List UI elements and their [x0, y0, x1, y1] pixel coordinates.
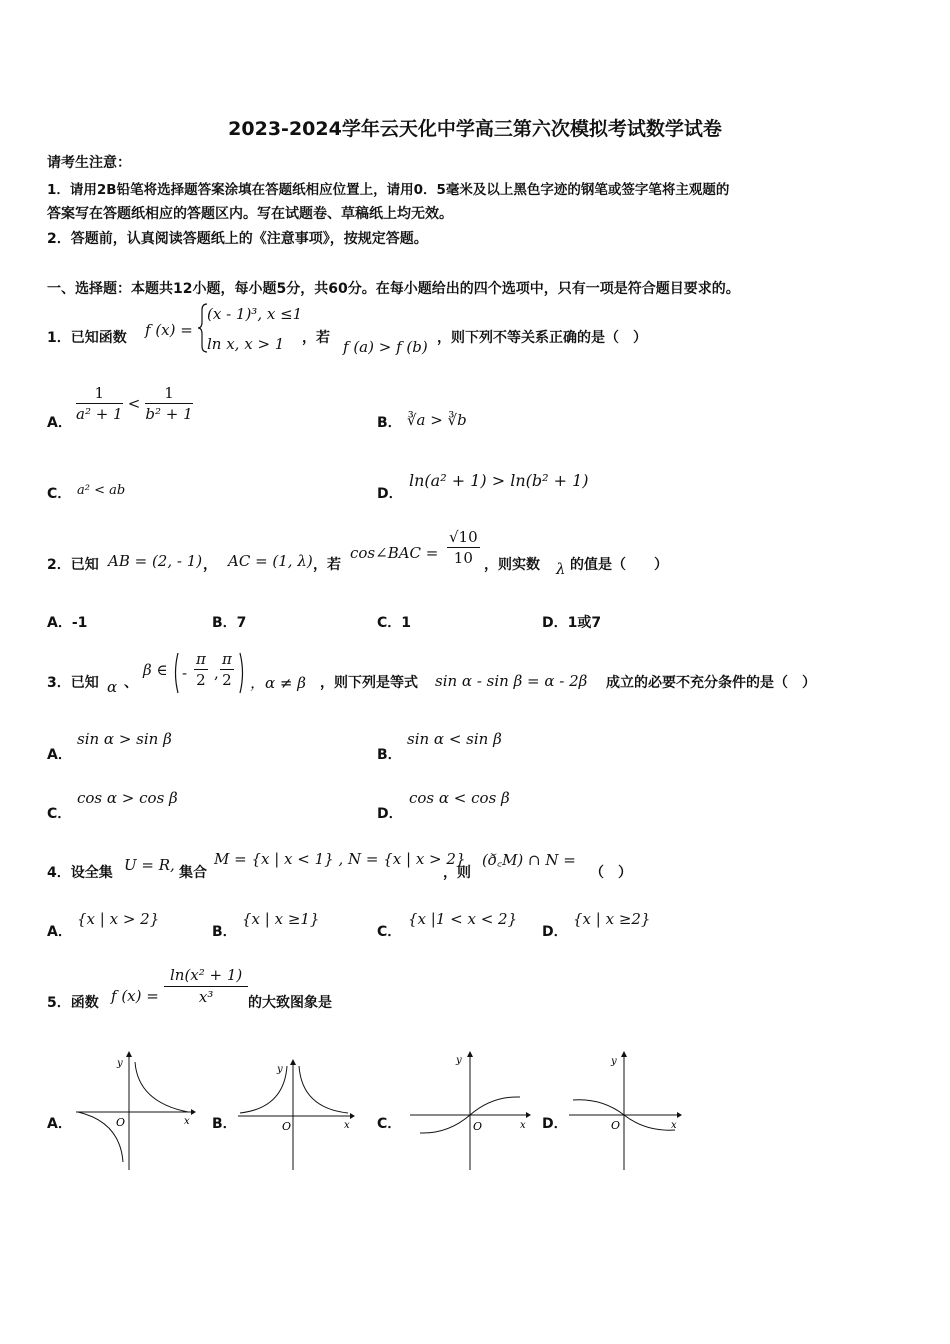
q3-not-equal: ，α ≠ β	[250, 674, 306, 692]
q1-option-a-num-2: 1	[145, 384, 192, 404]
q5-option-c-graph[interactable]	[408, 1050, 533, 1172]
q1-option-a-den-2: b² + 1	[145, 405, 193, 423]
q2-option-b[interactable]: B．7	[212, 615, 247, 631]
q5-option-b-x-label: x	[344, 1120, 350, 1131]
q5-denominator: x³	[198, 988, 214, 1006]
q5-option-d-origin: O	[611, 1119, 621, 1132]
q4-suffix: （ ）	[590, 865, 632, 881]
notice-line-2: 2．答题前，认真阅读答题纸上的《注意事项》，按规定答题。	[47, 231, 428, 247]
q2-lambda: λ	[556, 560, 566, 578]
q1-option-a-relation: <	[127, 394, 141, 413]
q4-expression: (ð꜀M) ∩ N =	[482, 851, 576, 869]
q1-case-2: ln x, x > 1	[207, 335, 285, 353]
q3-equation: sin α - sin β = α - 2β	[435, 672, 588, 690]
q1-mid: ，若	[302, 330, 330, 346]
q3-pi-2: π	[222, 650, 232, 668]
q4-option-c[interactable]: {x |1 < x < 2}	[408, 910, 518, 928]
q4-option-c-label[interactable]: C．	[377, 924, 402, 940]
q5-option-c-origin: O	[473, 1120, 483, 1133]
q2-separator: ，	[203, 557, 217, 573]
q1-suffix: ，则下列不等关系正确的是（ ）	[437, 330, 647, 346]
q2-denominator: 10	[453, 549, 473, 567]
q3-separator: 、	[124, 675, 138, 691]
q3-option-a-label[interactable]: A．	[47, 747, 72, 763]
q5-option-d-label[interactable]: D．	[542, 1116, 568, 1132]
q3-option-c-label[interactable]: C．	[47, 806, 72, 822]
q4-option-a[interactable]: {x | x > 2}	[77, 910, 160, 928]
q5-option-d-x-label: x	[671, 1120, 677, 1131]
q1-option-c[interactable]: a² < ab	[77, 483, 126, 498]
q1-option-a[interactable]	[76, 384, 193, 423]
q3-suffix: 成立的必要不充分条件的是（ ）	[606, 675, 816, 691]
q5-option-a-origin: O	[116, 1116, 126, 1129]
q5-option-b-label[interactable]: B．	[212, 1116, 237, 1132]
q5-option-a-x-label: x	[184, 1116, 190, 1127]
q1-option-d[interactable]: ln(a² + 1) > ln(b² + 1)	[409, 471, 589, 490]
q5-function: f (x) =	[111, 987, 159, 1005]
q4-option-b-label[interactable]: B．	[212, 924, 237, 940]
q5-option-a-y-label: y	[117, 1058, 123, 1069]
q1-function: f (x) =	[145, 321, 193, 339]
q4-option-b[interactable]: {x | x ≥1}	[242, 910, 320, 928]
q2-prefix: 2．已知	[47, 557, 99, 573]
notice-line-1b: 答案写在答题纸相应的答题区内。写在试题卷、草稿纸上均无效。	[47, 206, 453, 222]
q1-option-c-label[interactable]: C．	[47, 486, 72, 502]
notice-heading: 请考生注意：	[47, 155, 131, 171]
q5-option-a-graph[interactable]	[72, 1050, 197, 1172]
q5-option-c-y-label: y	[456, 1055, 462, 1066]
q4-option-d[interactable]: {x | x ≥2}	[573, 910, 651, 928]
q1-option-a-den-1: a² + 1	[76, 405, 123, 423]
q2-numerator: √10	[449, 528, 478, 546]
q4-option-d-label[interactable]: D．	[542, 924, 568, 940]
q2-vector-ab: AB = (2, - 1)	[108, 552, 203, 570]
q4-prefix: 4．设全集	[47, 865, 113, 881]
q3-paren-right	[238, 652, 246, 694]
q3-option-a[interactable]: sin α > sin β	[77, 730, 172, 748]
q2-fraction	[447, 528, 480, 567]
q1-option-d-label[interactable]: D．	[377, 486, 403, 502]
q2-suffix-1: ，则实数	[484, 557, 540, 573]
q2-option-c[interactable]: C．1	[377, 615, 412, 631]
q3-pi-1: π	[196, 650, 206, 668]
q1-option-a-label[interactable]: A．	[47, 415, 72, 431]
q3-two-2: 2	[222, 671, 232, 689]
q2-mid: ，若	[313, 557, 341, 573]
page-title: 2023-2024学年云天化中学高三第六次模拟考试数学试卷	[228, 118, 722, 140]
q4-sets: M = {x | x < 1} , N = {x | x > 2}	[214, 850, 466, 868]
q5-option-c-x-label: x	[520, 1120, 526, 1131]
q4-option-a-label[interactable]: A．	[47, 924, 72, 940]
q3-comma: ,	[214, 664, 219, 682]
q5-numerator: ln(x² + 1)	[164, 966, 248, 987]
q3-minus: -	[182, 664, 188, 682]
q5-option-d-graph[interactable]	[567, 1050, 685, 1172]
q3-option-d[interactable]: cos α < cos β	[409, 789, 510, 807]
q1-condition: f (a) > f (b)	[343, 338, 428, 356]
q3-alpha: α	[107, 678, 118, 696]
q3-fraction-2	[220, 650, 234, 689]
q5-option-b-graph[interactable]	[236, 1058, 358, 1172]
q1-prefix: 1．已知函数	[47, 330, 127, 346]
q5-option-d-y-label: y	[611, 1056, 617, 1067]
q3-paren-left	[172, 652, 180, 694]
q5-option-b-origin: O	[282, 1120, 292, 1133]
q3-option-b[interactable]: sin α < sin β	[407, 730, 502, 748]
q5-option-a-label[interactable]: A．	[47, 1116, 72, 1132]
section-heading: 一、选择题：本题共12小题，每小题5分，共60分。在每小题给出的四个选项中，只有一项是符合题目要求的。	[47, 281, 740, 297]
q2-suffix-2: 的值是（ ）	[570, 557, 668, 573]
q3-prefix: 3．已知	[47, 675, 99, 691]
q1-option-a-fraction-2	[145, 384, 192, 423]
q1-option-b[interactable]: ∛a > ∛b	[407, 411, 467, 429]
q5-option-c-label[interactable]: C．	[377, 1116, 402, 1132]
q4-mid-2: ，则	[443, 865, 471, 881]
q3-beta-in: β ∈	[143, 661, 168, 679]
q5-suffix: 的大致图象是	[248, 995, 332, 1011]
q3-option-b-label[interactable]: B．	[377, 747, 402, 763]
q1-option-b-label[interactable]: B．	[377, 415, 402, 431]
q1-case-1: (x - 1)³, x ≤1	[207, 305, 303, 323]
q3-mid: ，则下列是等式	[320, 675, 418, 691]
q2-option-a[interactable]: A．-1	[47, 615, 88, 631]
q2-vector-ac: AC = (1, λ)	[228, 552, 313, 570]
q3-two-1: 2	[196, 671, 206, 689]
q3-option-d-label[interactable]: D．	[377, 806, 403, 822]
notice-line-1a: 1．请用2B铅笔将选择题答案涂填在答题纸相应位置上，请用0．5毫米及以上黑色字迹的钢笔或签字笔将主观题的	[47, 182, 730, 198]
q1-option-a-fraction-1	[76, 384, 123, 423]
q2-cos: cos∠BAC =	[350, 544, 439, 562]
q3-option-c[interactable]: cos α > cos β	[77, 789, 178, 807]
q5-fraction	[164, 966, 248, 1006]
q5-prefix: 5．函数	[47, 995, 99, 1011]
q4-universal-set: U = R,	[124, 856, 175, 874]
q5-option-b-y-label: y	[277, 1064, 283, 1075]
q3-fraction-1	[194, 650, 208, 689]
q1-option-a-num-1: 1	[76, 384, 123, 404]
q4-mid-1: 集合	[179, 865, 207, 881]
q2-option-d[interactable]: D．1或7	[542, 615, 602, 631]
